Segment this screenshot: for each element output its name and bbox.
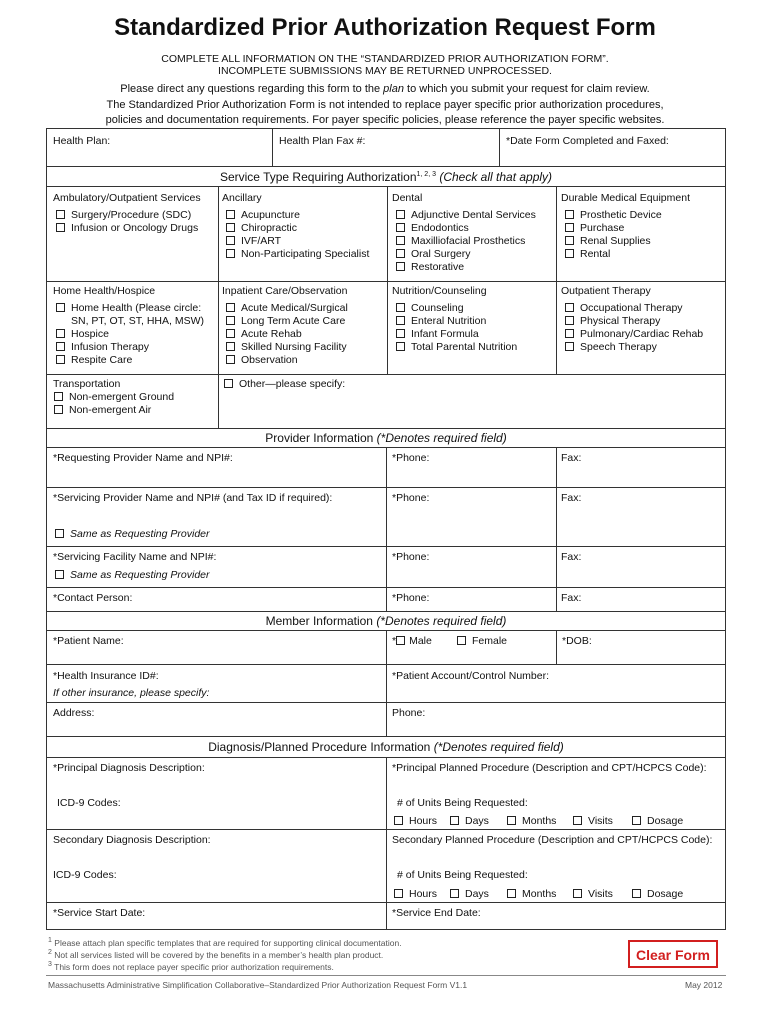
option-label: Infusion or Oncology Drugs: [71, 222, 199, 234]
option-label: Maxilliofacial Prosthetics: [411, 235, 526, 247]
checkbox[interactable]: [54, 392, 63, 401]
date-faxed-label: *Date Form Completed and Faxed:: [506, 135, 669, 147]
phone-label: *Phone:: [392, 551, 430, 563]
option-label: Restorative: [411, 261, 465, 273]
option-label: Chiropractic: [241, 222, 298, 234]
nutrition-option[interactable]: [396, 302, 464, 315]
checkbox[interactable]: [396, 303, 405, 312]
option-label: Enteral Nutrition: [411, 315, 487, 327]
required-note: (*Denotes required field): [376, 431, 507, 445]
option-label: Other—please specify:: [239, 378, 346, 390]
ancillary-heading: Ancillary: [222, 192, 262, 204]
nutrition-heading: Nutrition/Counseling: [392, 285, 487, 297]
unit-option[interactable]: [573, 815, 613, 828]
note-line-3: policies and documentation requirements. For payer specific policies, please reference the payer specific websites.: [105, 114, 665, 126]
home-health-heading: Home Health/Hospice: [53, 285, 156, 297]
checkbox[interactable]: [565, 236, 574, 245]
clear-form-button[interactable]: Clear Form: [628, 940, 718, 968]
checkbox[interactable]: [396, 329, 405, 338]
option-label: Surgery/Procedure (SDC): [71, 209, 192, 221]
checkbox[interactable]: [55, 529, 64, 538]
icd9-label: ICD-9 Codes:: [53, 869, 117, 881]
provider-title: Provider Information: [265, 431, 374, 445]
vline: [556, 630, 557, 664]
transportation-heading: Transportation: [53, 378, 121, 390]
option-label: Counseling: [411, 302, 464, 314]
vline: [556, 447, 557, 611]
ambulatory-option[interactable]: [56, 209, 191, 222]
service-start-label: *Service Start Date:: [53, 907, 146, 919]
option-label: Dosage: [647, 815, 684, 827]
option-label: Hospice: [71, 328, 109, 340]
unit-option[interactable]: [573, 888, 613, 901]
ancillary-option[interactable]: [226, 222, 297, 235]
option-label: Male: [409, 635, 432, 647]
unit-option[interactable]: [632, 815, 683, 828]
outpatient-heading: Outpatient Therapy: [561, 285, 651, 297]
checkbox[interactable]: [226, 236, 235, 245]
inpatient-option[interactable]: [226, 315, 345, 328]
checkbox[interactable]: [396, 636, 405, 645]
checkbox[interactable]: [226, 355, 235, 364]
option-label: Days: [465, 888, 489, 900]
other-insurance-label: If other insurance, please specify:: [53, 687, 210, 699]
vline: [556, 186, 557, 374]
checkbox[interactable]: [396, 262, 405, 271]
service-type-heading: [46, 170, 726, 184]
hline: [46, 374, 726, 375]
option-label: Acute Rehab: [241, 328, 302, 340]
patient-name-label: *Patient Name:: [53, 635, 124, 647]
checkbox[interactable]: [394, 816, 403, 825]
checkbox[interactable]: [573, 816, 582, 825]
hline: [46, 128, 726, 129]
option-label: Same as Requesting Provider: [70, 528, 210, 540]
dme-heading: Durable Medical Equipment: [561, 192, 690, 204]
same-as-requesting-option[interactable]: [55, 528, 210, 541]
checkbox[interactable]: [396, 210, 405, 219]
unit-option[interactable]: [394, 815, 437, 828]
dme-option[interactable]: [565, 209, 662, 222]
option-label: Long Term Acute Care: [241, 315, 346, 327]
address-label: Address:: [53, 707, 95, 719]
outpatient-option[interactable]: [565, 302, 683, 315]
option-label: Oral Surgery: [411, 248, 471, 260]
check-all-note: (Check all that apply): [439, 170, 553, 184]
other-option[interactable]: [224, 378, 345, 391]
footnote-text: Not all services listed will be covered by the benefits in a member’s health plan product.: [54, 949, 384, 960]
fax-label: Fax:: [561, 492, 582, 504]
unit-option[interactable]: [450, 815, 489, 828]
footnote: [48, 959, 334, 973]
option-label: Female: [472, 635, 508, 647]
checkbox[interactable]: [226, 342, 235, 351]
checkbox[interactable]: [226, 329, 235, 338]
dental-option[interactable]: [396, 209, 536, 222]
health-plan-fax-label: Health Plan Fax #:: [279, 135, 366, 147]
vline: [499, 128, 500, 166]
dental-option[interactable]: [396, 235, 525, 248]
units-label: # of Units Being Requested:: [397, 869, 528, 881]
member-phone-label: Phone:: [392, 707, 426, 719]
checkbox[interactable]: [56, 329, 65, 338]
checkbox[interactable]: [396, 316, 405, 325]
health-plan-label: Health Plan:: [53, 135, 111, 147]
vline: [387, 186, 388, 374]
vline: [386, 447, 387, 611]
hline: [46, 281, 726, 282]
diagnosis-title: Diagnosis/Planned Procedure Information: [208, 740, 431, 754]
option-label: Acupuncture: [241, 209, 300, 221]
footnote-text: This form does not replace payer specific prior authorization requirements.: [54, 961, 334, 972]
inpatient-heading: Inpatient Care/Observation: [222, 285, 348, 297]
male-option[interactable]: [392, 635, 432, 648]
unit-option[interactable]: [632, 888, 683, 901]
option-label: Same as Requesting Provider: [70, 569, 210, 581]
home-health-option[interactable]: [56, 341, 149, 354]
inpatient-option[interactable]: [226, 354, 298, 367]
dental-option[interactable]: [396, 222, 469, 235]
option-label: Months: [522, 888, 557, 900]
hline: [46, 186, 726, 187]
checkbox[interactable]: [573, 889, 582, 898]
checkbox[interactable]: [565, 342, 574, 351]
note-line-2: The Standardized Prior Authorization Form is not intended to replace payer specific prior authorization procedures,: [106, 99, 664, 111]
option-label: Non-emergent Ground: [69, 391, 175, 403]
required-star: *: [392, 635, 397, 647]
checkbox[interactable]: [226, 316, 235, 325]
home-health-option[interactable]: [56, 328, 109, 341]
vline: [272, 128, 273, 166]
nutrition-option[interactable]: [396, 328, 479, 341]
checkbox[interactable]: [396, 236, 405, 245]
fax-label: Fax:: [561, 551, 582, 563]
option-label: IVF/ART: [241, 235, 282, 247]
checkbox[interactable]: [507, 816, 516, 825]
option-label: Non-Participating Specialist: [241, 248, 370, 260]
same-as-requesting-option[interactable]: [55, 569, 210, 582]
footer-left: Massachusetts Administrative Simplification Collaborative–Standardized Prior Authorization Request Form V1.1: [48, 980, 468, 990]
servicing-facility-label: *Servicing Facility Name and NPI#:: [53, 551, 217, 563]
footer-date: May 2012: [685, 980, 723, 990]
intro-line-2: INCOMPLETE SUBMISSIONS MAY BE RETURNED UNPROCESSED.: [218, 65, 552, 77]
outpatient-option[interactable]: [565, 315, 660, 328]
dental-option[interactable]: [396, 248, 471, 261]
transportation-option[interactable]: [54, 391, 174, 404]
ambulatory-heading: Ambulatory/Outpatient Services: [53, 192, 201, 204]
checkbox[interactable]: [56, 355, 65, 364]
checkbox[interactable]: [226, 223, 235, 232]
contact-person-label: *Contact Person:: [53, 592, 133, 604]
footer-divider: [46, 975, 726, 976]
checkbox[interactable]: [56, 210, 65, 219]
required-note: (*Denotes required field): [433, 740, 564, 754]
icd9-label: ICD-9 Codes:: [57, 797, 121, 809]
unit-option[interactable]: [507, 815, 556, 828]
checkbox[interactable]: [55, 570, 64, 579]
footnote-text: Please attach plan specific templates that are required for supporting clinical documentation.: [54, 937, 402, 948]
option-label: Observation: [241, 354, 298, 366]
option-label: Endodontics: [411, 222, 469, 234]
option-label: Purchase: [580, 222, 625, 234]
outpatient-option[interactable]: [565, 341, 657, 354]
option-label: Visits: [588, 815, 613, 827]
checkbox[interactable]: [565, 249, 574, 258]
intro-line-1: COMPLETE ALL INFORMATION ON THE “STANDARDIZED PRIOR AUTHORIZATION FORM”.: [161, 53, 609, 65]
checkbox[interactable]: [224, 379, 233, 388]
checkbox[interactable]: [226, 249, 235, 258]
checkbox[interactable]: [54, 405, 63, 414]
secondary-procedure-label: Secondary Planned Procedure (Description and CPT/HCPCS Code):: [392, 834, 713, 846]
home-health-option[interactable]: [56, 302, 201, 315]
checkbox[interactable]: [457, 636, 466, 645]
checkbox[interactable]: [565, 210, 574, 219]
phone-label: *Phone:: [392, 492, 430, 504]
option-label: Non-emergent Air: [69, 404, 152, 416]
option-label: Acute Medical/Surgical: [241, 302, 348, 314]
checkbox[interactable]: [565, 303, 574, 312]
hline: [46, 428, 726, 429]
fax-label: Fax:: [561, 452, 582, 464]
option-label: Dosage: [647, 888, 684, 900]
option-label: Occupational Therapy: [580, 302, 683, 314]
option-label: Home Health (Please circle:: [71, 302, 202, 314]
checkbox[interactable]: [226, 303, 235, 312]
checkbox[interactable]: [507, 889, 516, 898]
checkbox[interactable]: [226, 210, 235, 219]
hline: [46, 166, 726, 167]
unit-option[interactable]: [450, 888, 489, 901]
requesting-provider-label: *Requesting Provider Name and NPI#:: [53, 452, 233, 464]
option-label: Visits: [588, 888, 613, 900]
option-label: Physical Therapy: [580, 315, 661, 327]
footnote-number: 1: [48, 937, 52, 944]
home-health-circle-options: SN, PT, OT, ST, HHA, MSW): [71, 315, 205, 327]
vline: [386, 630, 387, 736]
note-plan: plan: [383, 83, 404, 95]
fax-label: Fax:: [561, 592, 582, 604]
checkbox[interactable]: [394, 889, 403, 898]
principal-diagnosis-label: *Principal Diagnosis Description:: [53, 762, 205, 774]
phone-label: *Phone:: [392, 592, 430, 604]
option-label: Pulmonary/Cardiac Rehab: [580, 328, 704, 340]
transportation-option[interactable]: [54, 404, 151, 417]
option-label: Infusion Therapy: [71, 341, 150, 353]
hline: [46, 611, 726, 612]
checkbox[interactable]: [565, 329, 574, 338]
inpatient-option[interactable]: [226, 341, 347, 354]
account-number-label: *Patient Account/Control Number:: [392, 670, 549, 682]
secondary-diagnosis-label: Secondary Diagnosis Description:: [53, 834, 211, 846]
option-label: Hours: [409, 815, 438, 827]
checkbox[interactable]: [396, 342, 405, 351]
footnote-number: 2: [48, 949, 52, 956]
diagnosis-heading: [46, 740, 726, 754]
member-title: Member Information: [265, 614, 373, 628]
border-right: [725, 128, 726, 930]
service-end-label: *Service End Date:: [392, 907, 481, 919]
unit-option[interactable]: [394, 888, 437, 901]
service-type-sup: 1, 2, 3: [416, 171, 436, 178]
option-label: Rental: [580, 248, 611, 260]
member-heading: [46, 614, 726, 628]
dme-option[interactable]: [565, 248, 610, 261]
option-label: Hours: [409, 888, 438, 900]
border-left: [46, 128, 47, 930]
hline: [46, 736, 726, 737]
vline: [218, 186, 219, 428]
option-label: Infant Formula: [411, 328, 479, 340]
dme-option[interactable]: [565, 222, 624, 235]
checkbox[interactable]: [632, 816, 641, 825]
inpatient-option[interactable]: [226, 302, 348, 315]
option-label: Renal Supplies: [580, 235, 651, 247]
option-label: Prosthetic Device: [580, 209, 662, 221]
vline: [386, 757, 387, 929]
option-label: Respite Care: [71, 354, 133, 366]
provider-heading: [46, 431, 726, 445]
option-label: Months: [522, 815, 557, 827]
insurance-id-label: *Health Insurance ID#:: [53, 670, 159, 682]
checkbox[interactable]: [450, 816, 459, 825]
note-text-a: Please direct any questions regarding this form to the: [120, 83, 384, 95]
outpatient-option[interactable]: [565, 328, 703, 341]
dob-label: *DOB:: [562, 635, 592, 647]
checkbox[interactable]: [56, 223, 65, 232]
checkbox[interactable]: [565, 223, 574, 232]
option-label: Days: [465, 815, 489, 827]
inpatient-option[interactable]: [226, 328, 302, 341]
ancillary-option[interactable]: [226, 235, 281, 248]
principal-procedure-label: *Principal Planned Procedure (Description and CPT/HCPCS Code):: [392, 762, 707, 774]
checkbox[interactable]: [450, 889, 459, 898]
ambulatory-option[interactable]: [56, 222, 198, 235]
option-label: Speech Therapy: [580, 341, 657, 353]
option-label: Total Parental Nutrition: [411, 341, 518, 353]
servicing-provider-label: *Servicing Provider Name and NPI# (and Tax ID if required):: [53, 492, 333, 504]
nutrition-option[interactable]: [396, 341, 517, 354]
female-option[interactable]: [457, 635, 507, 648]
note-line-1: [40, 82, 730, 97]
checkbox[interactable]: [56, 303, 65, 312]
service-type-title: Service Type Requiring Authorization: [219, 170, 417, 184]
form-title: Standardized Prior Authorization Request Form: [114, 14, 656, 41]
option-label: Skilled Nursing Facility: [241, 341, 347, 353]
ancillary-option[interactable]: [226, 209, 300, 222]
checkbox[interactable]: [565, 316, 574, 325]
home-health-option[interactable]: [56, 354, 132, 367]
ancillary-option[interactable]: [226, 248, 369, 261]
dental-option[interactable]: [396, 261, 464, 274]
nutrition-option[interactable]: [396, 315, 486, 328]
dme-option[interactable]: [565, 235, 651, 248]
hline: [46, 929, 726, 930]
phone-label: *Phone:: [392, 452, 430, 464]
checkbox[interactable]: [56, 342, 65, 351]
dental-heading: Dental: [392, 192, 423, 204]
checkbox[interactable]: [396, 249, 405, 258]
checkbox[interactable]: [396, 223, 405, 232]
footnote-number: 3: [48, 961, 52, 968]
option-label: Adjunctive Dental Services: [411, 209, 536, 221]
unit-option[interactable]: [507, 888, 556, 901]
note-text-b: to which you submit your request for claim review.: [403, 83, 650, 95]
required-note: (*Denotes required field): [376, 614, 507, 628]
units-label: # of Units Being Requested:: [397, 797, 528, 809]
checkbox[interactable]: [632, 889, 641, 898]
